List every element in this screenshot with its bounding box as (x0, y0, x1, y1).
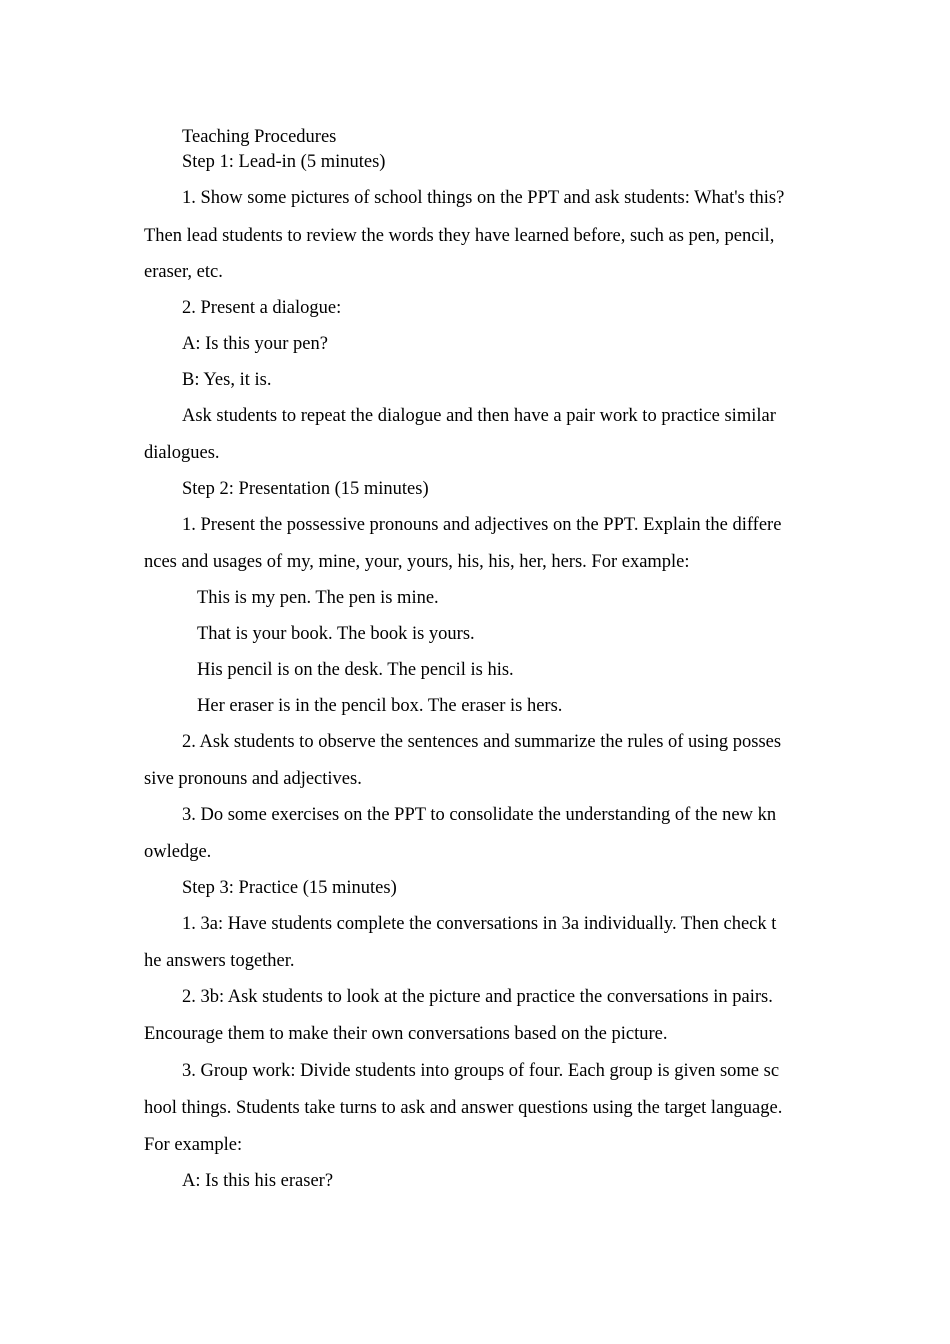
step2-paragraph2-line2: sive pronouns and adjectives. (144, 769, 362, 789)
step1-paragraph3-line2: dialogues. (144, 443, 220, 463)
step1-title: Step 1: Lead-in (5 minutes) (182, 152, 386, 172)
step2-example: That is your book. The book is yours. (197, 624, 475, 644)
step3-paragraph3-line2: hool things. Students take turns to ask and answer questions using the target language. (144, 1098, 783, 1118)
step3-paragraph3-line3: For example: (144, 1135, 243, 1155)
step1-paragraph3-line1: Ask students to repeat the dialogue and then have a pair work to practice similar (182, 406, 776, 426)
step3-paragraph1-line1: 1. 3a: Have students complete the conversations in 3a individually. Then check t (182, 914, 777, 934)
step3-paragraph2-line2: Encourage them to make their own conversations based on the picture. (144, 1024, 668, 1044)
step2-paragraph1-line2: nces and usages of my, mine, your, yours, his, his, her, hers. For example: (144, 552, 690, 572)
step1-paragraph1-line1: 1. Show some pictures of school things on the PPT and ask students: What's this? (182, 188, 785, 208)
step2-paragraph3-line2: owledge. (144, 842, 212, 862)
step3-paragraph3-line1: 3. Group work: Divide students into groups of four. Each group is given some sc (182, 1061, 780, 1081)
step2-paragraph2-line1: 2. Ask students to observe the sentences and summarize the rules of using posses (182, 732, 782, 752)
step2-paragraph1-line1: 1. Present the possessive pronouns and adjectives on the PPT. Explain the differe (182, 515, 782, 535)
document-heading: Teaching Procedures (182, 127, 337, 147)
step2-example: His pencil is on the desk. The pencil is his. (197, 660, 514, 680)
step3-title: Step 3: Practice (15 minutes) (182, 878, 397, 898)
step1-paragraph2: 2. Present a dialogue: (182, 298, 342, 318)
step3-paragraph2-line1: 2. 3b: Ask students to look at the picture and practice the conversations in pairs. (182, 987, 773, 1007)
step2-paragraph3-line1: 3. Do some exercises on the PPT to consolidate the understanding of the new kn (182, 805, 777, 825)
step1-paragraph1-line3: eraser, etc. (144, 262, 223, 282)
step1-dialogue-b: B: Yes, it is. (182, 370, 272, 390)
step2-example: This is my pen. The pen is mine. (197, 588, 439, 608)
step1-dialogue-a: A: Is this your pen? (182, 334, 328, 354)
step2-title: Step 2: Presentation (15 minutes) (182, 479, 429, 499)
step3-dialogue-a: A: Is this his eraser? (182, 1171, 334, 1191)
step2-example: Her eraser is in the pencil box. The eraser is hers. (197, 696, 563, 716)
step3-paragraph1-line2: he answers together. (144, 951, 295, 971)
step1-paragraph1-line2: Then lead students to review the words they have learned before, such as pen, pencil, (144, 226, 775, 246)
